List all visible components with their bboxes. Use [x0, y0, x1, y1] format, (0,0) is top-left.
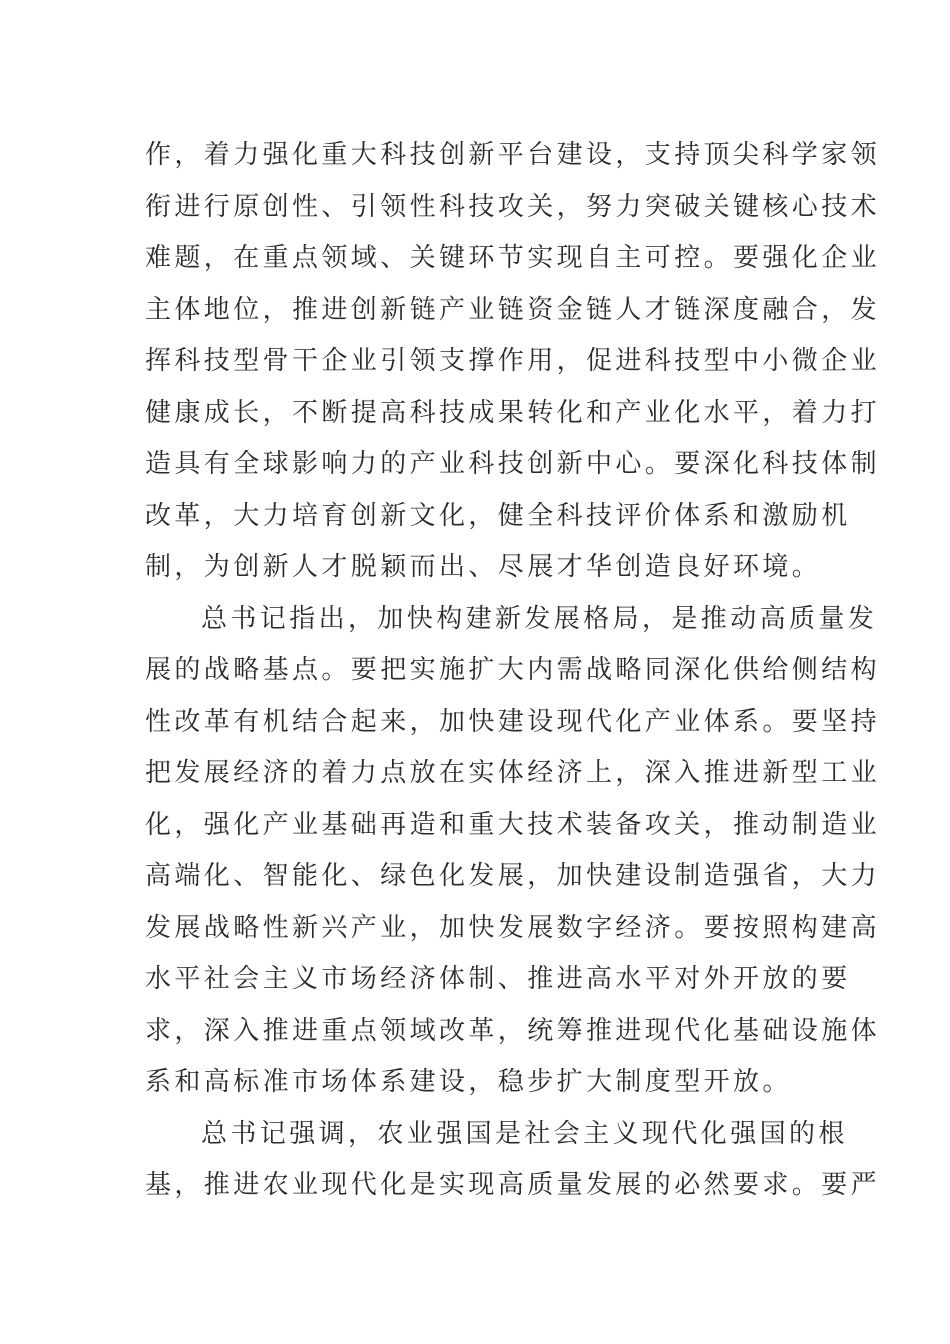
text-line: 基，推进农业现代化是实现高质量发展的必然要求。要严	[145, 1170, 881, 1200]
text-line: 发展战略性新兴产业，加快发展数字经济。要按照构建高	[145, 912, 881, 943]
paragraph-1	[145, 130, 881, 594]
text-line: 高端化、智能化、绿色化发展，加快建设制造强省，大力	[145, 861, 881, 891]
text-line: 衔进行原创性、引领性科技攻关，努力突破关键核心技术	[145, 191, 881, 222]
text-line: 作，着力强化重大科技创新平台建设，支持顶尖科学家领	[145, 140, 881, 170]
text-line: 总书记强调，农业强国是社会主义现代化强国的根	[201, 1118, 848, 1149]
text-line: 难题，在重点领域、关键环节实现自主可控。要强化企业	[145, 243, 881, 273]
text-line: 挥科技型骨干企业引领支撑作用，促进科技型中小微企业	[145, 346, 881, 376]
text-line: 求，深入推进重点领域改革，统筹推进现代化基础设施体	[145, 1015, 881, 1046]
text-line: 把发展经济的着力点放在实体经济上，深入推进新型工业	[145, 758, 881, 788]
text-line: 制，为创新人才脱颖而出、尽展才华创造良好环境。	[145, 552, 822, 582]
text-line: 展的战略基点。要把实施扩大内需战略同深化供给侧结构	[145, 655, 881, 685]
text-line: 系和高标准市场体系建设，稳步扩大制度型开放。	[145, 1067, 792, 1097]
text-line: 主体地位，推进创新链产业链资金链人才链深度融合，发	[145, 294, 881, 325]
text-line: 性改革有机结合起来，加快建设现代化产业体系。要坚持	[145, 706, 881, 737]
text-line: 化，强化产业基础再造和重大技术装备攻关，推动制造业	[145, 809, 881, 840]
paragraph-3	[145, 1109, 881, 1212]
text-line: 总书记指出，加快构建新发展格局，是推动高质量发	[201, 603, 878, 634]
text-line: 健康成长，不断提高科技成果转化和产业化水平，着力打	[145, 397, 881, 428]
text-line: 水平社会主义市场经济体制、推进高水平对外开放的要	[145, 964, 851, 994]
paragraph-2	[145, 594, 881, 1109]
document-body	[145, 130, 881, 1212]
text-line: 改革，大力培育创新文化，健全科技评价体系和激励机	[145, 500, 851, 531]
text-line: 造具有全球影响力的产业科技创新中心。要深化科技体制	[145, 449, 881, 479]
